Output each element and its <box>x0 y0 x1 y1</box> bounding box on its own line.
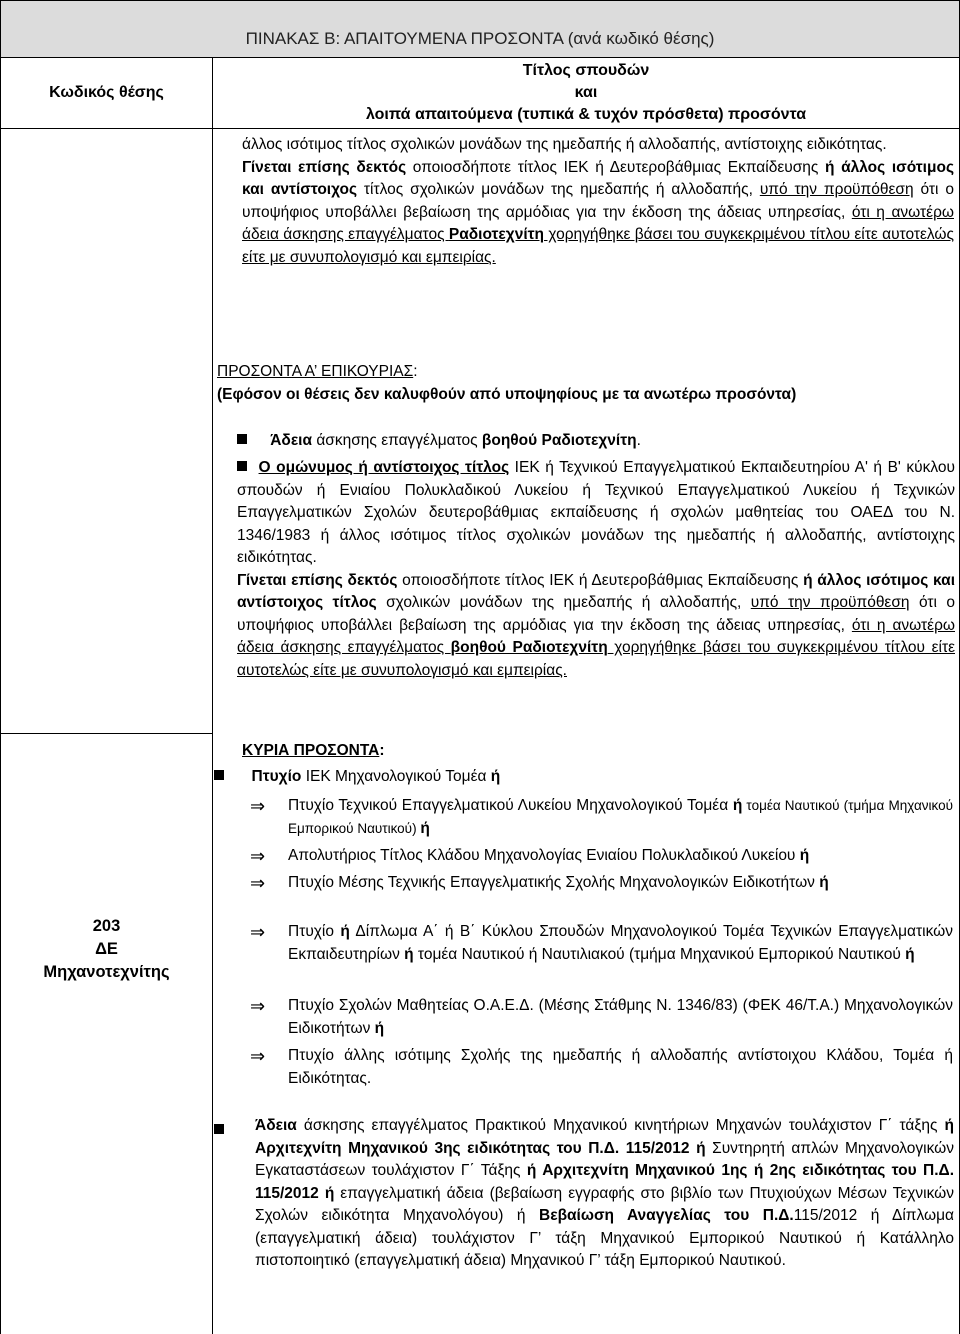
accepted-also-paragraph: Γίνεται επίσης δεκτός οποιοσδήποτε τίτλος ΙΕΚ ή Δευτεροβάθμιας Εκπαίδευσης ή άλλος ισότιμος και αντίστοιχος τίτλος σχολικών μονάδων της ημεδαπής ή αλλοδαπής, υπό την προϋπόθεση ότι ο υποψήφιος υποβάλλει βεβαίωση της αρμόδιας για την έκδοση της άδειας υπηρεσίας, ότι η ανωτέρω άδεια άσκησης επαγγέλματος Ραδιοτεχνίτη χορηγήθηκε βάσει του συγκεκριμένου τίτλου είτε αυτοτελώς είτε με συνυπολογισμό και εμπειρίας. <box>242 158 954 266</box>
degree-option-4: Πτυχίο ή Δίπλωμα Α΄ ή Β΄ Κύκλου Σπουδών Μηχανολογικού Τομέα Τεχνικών Επαγγελματικών Εκπαιδευτηρίων ή τομέα Ναυτικού ή Ναυτιλιακού (τμήμα Μηχανικού Εμπορικού Ναυτικού ή <box>288 923 953 963</box>
title-column-header-line3: λοιπά απαιτούμενα (τυπικά & τυχόν πρόσθετα) προσόντα <box>365 106 807 123</box>
column-divider <box>212 57 213 1334</box>
degree-option-1: Πτυχίο Τεχνικού Επαγγελματικού Λυκείου Μηχανολογικού Τομέα ή τομέα Ναυτικού (τμήμα Μηχανικού Εμπορικού Ναυτικού) ή <box>288 797 953 837</box>
table-border-top <box>0 0 960 1</box>
double-arrow-icon: ⇒ <box>250 1046 266 1066</box>
aux-bullet-license: Άδεια άσκησης επαγγέλματος βοηθού Ραδιοτεχνίτη. <box>237 430 955 453</box>
double-arrow-icon: ⇒ <box>250 846 266 866</box>
position-name: Μηχανοτεχνίτης <box>43 963 170 981</box>
position-number: 203 <box>92 917 121 935</box>
aux-note: (Εφόσον οι θέσεις δεν καλυφθούν από υποψηφίους με τα ανωτέρω προσόντα) <box>217 385 797 403</box>
header-divider <box>0 128 960 129</box>
degree-option-6: Πτυχίο άλλης ισότιμης Σχολής της ημεδαπής ή αλλοδαπής αντίστοιχου Κλάδου, Τομέα ή Ειδικότητας. <box>288 1047 953 1087</box>
title-column-header-line1: Τίτλος σπουδών <box>522 62 650 79</box>
table-border-left <box>0 0 1 1334</box>
license-paragraph: Άδεια άσκησης επαγγέλματος Πρακτικού Μηχανικού κινητήριων Μηχανών τουλάχιστον Γ΄ τάξης ή Αρχιτεχνίτη Μηχανικού 3ης ειδικότητας του Π.Δ. 115/2012 ή Συντηρητή απλών Μηχανολογικών Εγκαταστάσεων τουλάχιστον Γ΄ Τάξης ή Αρχιτεχνίτη Μηχανικού 1ης ή 2ης ειδικότητας του Π.Δ. 115/2012 ή επαγγελματική άδεια (βεβαίωση εγγραφής στο βιβλίο των Πτυχιούχων Μέσων Τεχνικών Σχολών ειδικότητα Μηχανολόγου) ή Βεβαίωση Αναγγελίας του Π.Δ.115/2012 ή Δίπλωμα (επαγγελματική άδεια) τουλάχιστον Γ’ τάξη Μηχανικού Εμπορικού Ναυτικού ή Κατάλληλο πιστοποιητικό (επαγγελματική άδεια) Μηχανικού Γ’ τάξη Εμπορικού Ναυτικού. <box>255 1117 955 1269</box>
degree-option-2: Απολυτήριος Τίτλος Κλάδου Μηχανολογίας Ενιαίου Πολυκλαδικού Λυκείου ή <box>288 847 810 864</box>
table-title: ΠΙΝΑΚΑΣ Β: ΑΠΑΙΤΟΥΜΕΝΑ ΠΡΟΣΟΝΤΑ (ανά κωδικό θέσης) <box>245 29 715 48</box>
position-category: ΔΕ <box>95 940 118 958</box>
degree-option-5: Πτυχίο Σχολών Μαθητείας Ο.Α.Ε.Δ. (Μέσης Στάθμης Ν. 1346/83) (ΦΕΚ 46/Τ.Α.) Μηχανολογικών Ειδικοτήτων ή <box>288 997 953 1037</box>
title-column-header <box>213 60 959 126</box>
continued-text-block <box>242 134 954 269</box>
square-bullet-icon <box>237 461 247 471</box>
square-bullet-icon <box>214 1124 224 1134</box>
degree-option-3: Πτυχίο Μέσης Τεχνικής Επαγγελματικής Σχολής Μηχανολογικών Ειδικοτήτων ή <box>288 874 829 891</box>
square-bullet-icon <box>214 770 224 780</box>
double-arrow-icon: ⇒ <box>250 996 266 1016</box>
double-arrow-icon: ⇒ <box>250 922 266 942</box>
continued-paragraph: άλλος ισότιμος τίτλος σχολικών μονάδων της ημεδαπής ή αλλοδαπής, αντίστοιχης ειδικότητας. <box>242 136 887 153</box>
main-heading: ΚΥΡΙΑ ΠΡΟΣΟΝΤΑ <box>242 742 380 759</box>
aux-heading: ΠΡΟΣΟΝΤΑ Α’ ΕΠΙΚΟΥΡΙΑΣ <box>217 363 414 380</box>
double-arrow-icon: ⇒ <box>250 873 266 893</box>
main-bullet-degree: Πτυχίο ΙΕΚ Μηχανολογικού Τομέα ή <box>214 766 954 789</box>
position-code-cell <box>1 915 212 984</box>
double-arrow-icon: ⇒ <box>250 796 266 816</box>
auxiliary-qualifications-heading: ΠΡΟΣΟΝΤΑ Α’ ΕΠΙΚΟΥΡΙΑΣ: (Εφόσον οι θέσεις δεν καλυφθούν από υποψηφίους με τα ανωτέρω προσόντα) <box>217 361 957 406</box>
aux-accepted-also-paragraph: Γίνεται επίσης δεκτός οποιοσδήποτε τίτλος ΙΕΚ ή Δευτεροβάθμιας Εκπαίδευσης ή άλλος ισότιμος και αντίστοιχος τίτλος σχολικών μονάδων της ημεδαπής ή αλλοδαπής, υπό την προϋπόθεση ότι ο υποψήφιος υποβάλλει βεβαίωση της αρμόδιας για την έκδοση της άδειας υπηρεσίας, ότι η ανωτέρω άδεια άσκησης επαγγέλματος βοηθού Ραδιοτεχνίτη χορηγήθηκε βάσει του συγκεκριμένου τίτλου είτε αυτοτελώς είτε με συνυπολογισμό και εμπειρίας. <box>237 571 956 679</box>
title-column-header-line2: και <box>574 84 598 101</box>
square-bullet-icon <box>237 434 247 444</box>
license-bullet <box>214 1120 230 1143</box>
row-divider <box>0 733 213 734</box>
code-column-header: Κωδικός θέσης <box>49 83 164 101</box>
aux-bullet-title: Ο ομώνυμος ή αντίστοιχος τίτλος ΙΕΚ ή Τεχνικού Επαγγελματικού Εκπαιδευτηρίου Α' ή Β' κύκλου σπουδών ή Ενιαίου Πολυκλαδικού Λυκείου ή Τεχνικού Επαγγελματικού Λυκείου ή Τεχνικών Επαγγελματικών Σχολών δευτεροβάθμιας εκπαίδευσης ή σχολών μαθητείας του ΟΑΕΔ του Ν. 1346/1983 ή άλλος ισότιμος τίτλος σχολικών μονάδων της ημεδαπής ή αλλοδαπής, αντίστοιχης ειδικότητας. Γίνεται επίσης δεκτός οποιοσδήποτε τίτλος ΙΕΚ ή Δευτεροβάθμιας Εκπαίδευσης ή άλλος ισότιμος και αντίστοιχος τίτλος σχολικών μονάδων της ημεδαπής ή αλλοδαπής, υπό την προϋπόθεση ότι ο υποψήφιος υποβάλλει βεβαίωση της αρμόδιας για την έκδοση της άδειας υπηρεσίας, ότι η ανωτέρω άδεια άσκησης επαγγέλματος βοηθού Ραδιοτεχνίτη χορηγήθηκε βάσει του συγκεκριμένου τίτλου είτε αυτοτελώς είτε με συνυπολογισμό και εμπειρίας. <box>237 457 955 682</box>
main-qualifications-heading: ΚΥΡΙΑ ΠΡΟΣΟΝΤΑ: <box>242 742 385 759</box>
